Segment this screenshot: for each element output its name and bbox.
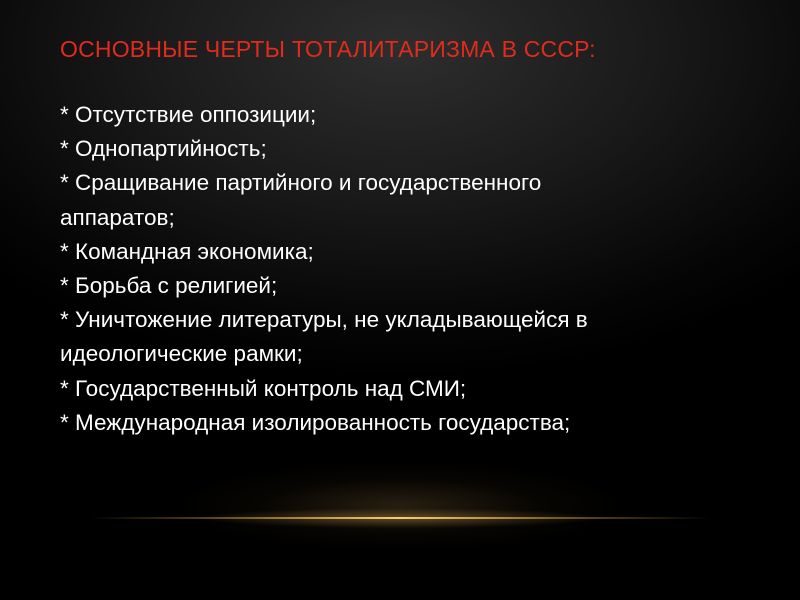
list-line: * Борьба с религией; — [60, 273, 278, 299]
list-line: * Государственный контроль над СМИ; — [60, 375, 467, 401]
list-line: * Однопартийность; — [60, 136, 267, 162]
list-line: * Уничтожение литературы, не укладывающейся в — [60, 307, 588, 333]
list-line: аппаратов; — [60, 204, 175, 230]
feature-list — [60, 98, 720, 440]
floor-glow — [0, 440, 800, 560]
slide-title: ОСНОВНЫЕ ЧЕРТЫ ТОТАЛИТАРИЗМА В СССР: — [60, 36, 596, 62]
decorative-divider — [90, 517, 710, 519]
list-line: * Международная изолированность государства; — [60, 409, 571, 435]
list-line: * Командная экономика; — [60, 238, 314, 264]
list-line: * Сращивание партийного и государственного — [60, 170, 542, 196]
list-line: идеологические рамки; — [60, 341, 303, 367]
list-line: * Отсутствие оппозиции; — [60, 102, 317, 127]
